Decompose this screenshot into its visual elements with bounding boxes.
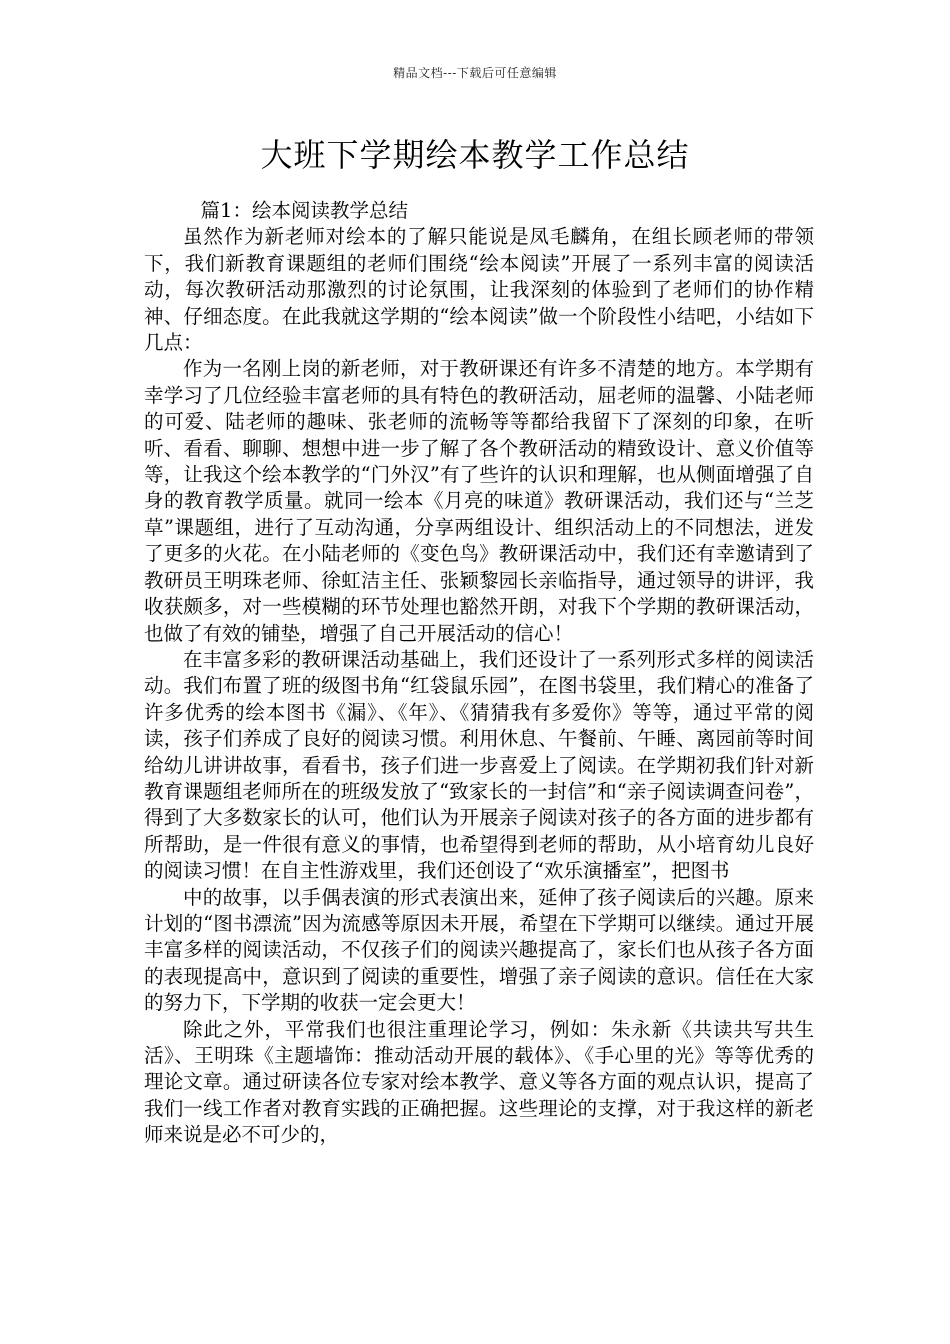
paragraph-3: 在丰富多彩的教研课活动基础上，我们还设计了一系列形式多样的阅读活动。我们布置了班的级图书角“红袋鼠乐园”，在图书袋里，我们精心的准备了许多优秀的绘本图书《漏》、《年》、《猜猜我有多爱你》等等，通过平常的阅读，孩子们养成了良好的阅读习惯。利用休息、午餐前、午睡、离园前等时间给幼儿讲讲故事，看看书，孩子们进一步喜爱上了阅读。在学期初我们针对新教育课题组老师所在的班级发放了“致家长的一封信”和“亲子阅读调查问卷”，得到了大多数家长的认可，他们认为开展亲子阅读对孩子的各方面的进步都有所帮助，是一件很有意义的事情，也希望得到老师的帮助，从小培育幼儿良好的阅读习惯！在自主性游戏里，我们还创设了“欢乐演播室”，把图书 [144, 647, 814, 883]
paragraph-4: 中的故事，以手偶表演的形式表演出来，延伸了孩子阅读后的兴趣。原来计划的“图书漂流”因为流感等原因未开展，希望在下学期可以继续。通过开展丰富多样的阅读活动，不仅孩子们的阅读兴趣提高了，家长们也从孩子各方面的表现提高中，意识到了阅读的重要性，增强了亲子阅读的意识。信任在大家的努力下，下学期的收获一定会更大！ [144, 885, 814, 1015]
document-body [144, 198, 814, 1149]
paragraph-5: 除此之外，平常我们也很注重理论学习，例如：朱永新《共读共写共生活》、王明珠《主题墙饰：推动活动开展的载体》、《手心里的光》等等优秀的理论文章。通过研读各位专家对绘本教学、意义等各方面的观点认识，提高了我们一线工作者对教育实践的正确把握。这些理论的支撑，对于我这样的新老师来说是必不可少的， [144, 1017, 814, 1147]
section-heading: 篇1：绘本阅读教学总结 [200, 199, 408, 222]
paragraph-1: 虽然作为新老师对绘本的了解只能说是凤毛麟角，在组长顾老师的带领下，我们新教育课题组的老师们围绕“绘本阅读”开展了一系列丰富的阅读活动，每次教研活动那激烈的讨论氛围，让我深刻的体验到了老师们的协作精神、仔细态度。在此我就这学期的“绘本阅读”做一个阶段性小结吧，小结如下几点： [144, 225, 814, 355]
paragraph-2: 作为一名刚上岗的新老师，对于教研课还有许多不清楚的地方。本学期有幸学习了几位经验丰富老师的具有特色的教研活动，屈老师的温馨、小陆老师的可爱、陆老师的趣味、张老师的流畅等等都给我留下了深刻的印象，在听听、看看、聊聊、想想中进一步了解了各个教研活动的精致设计、意义价值等等，让我这个绘本教学的“门外汉”有了些许的认识和理解，也从侧面增强了自身的教育教学质量。就同一绘本《月亮的味道》教研课活动，我们还与“兰芝草”课题组，进行了互动沟通，分享两组设计、组织活动上的不同想法，迸发了更多的火花。在小陆老师的《变色鸟》教研课活动中，我们还有幸邀请到了教研员王明珠老师、徐虹洁主任、张颖黎园长亲临指导，通过领导的讲评，我收获颇多，对一些模糊的环节处理也豁然开朗，对我下个学期的教研课活动，也做了有效的铺垫，增强了自己开展活动的信心！ [144, 357, 814, 645]
header-note: 精品文档---下载后可任意编辑 [393, 66, 557, 80]
document-title: 大班下学期绘本教学工作总结 [260, 136, 690, 174]
